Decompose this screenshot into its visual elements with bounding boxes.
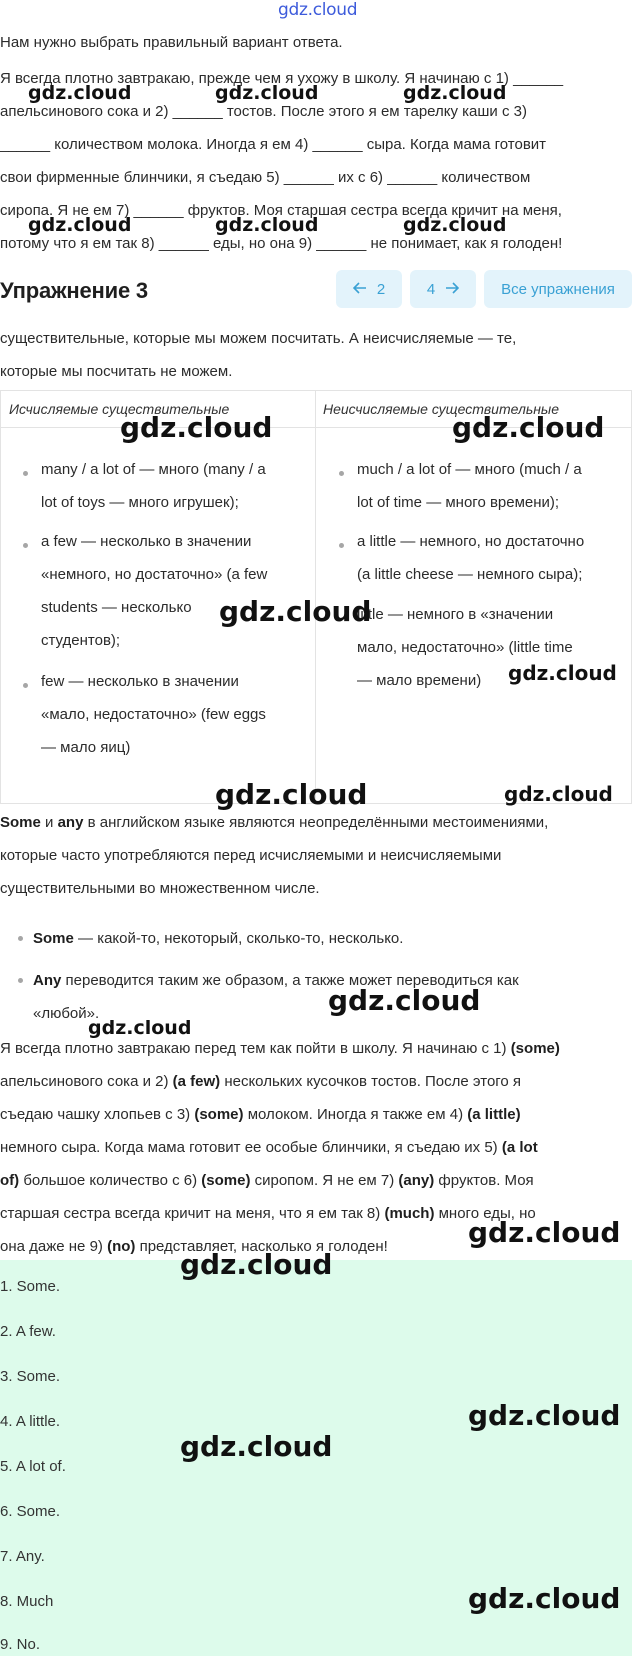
watermark: gdz.cloud <box>219 595 372 628</box>
watermark: gdz.cloud <box>504 782 613 806</box>
any-definition: Any переводится таким же образом, а также может переводиться как <box>33 972 519 989</box>
arrow-left-icon <box>353 281 367 298</box>
col1-item-line: — мало яиц) <box>41 739 131 756</box>
explanation-line: которые часто употребляются перед исчисляемыми и неисчисляемыми <box>0 847 502 864</box>
col1-item-line: few — несколько в значении <box>41 673 239 690</box>
watermark: gdz.cloud <box>468 1399 621 1432</box>
some-definition: Some — какой-то, некоторый, сколько-то, несколько. <box>33 930 404 947</box>
col1-item-line: lot of toys — много игрушек); <box>41 494 239 511</box>
arrow-right-icon <box>445 281 459 298</box>
any-definition-cont: «любой». <box>33 1005 100 1022</box>
col1-item-line: students — несколько <box>41 599 192 616</box>
answer-item: 6. Some. <box>0 1503 61 1520</box>
col1-item-line: студентов); <box>41 632 121 649</box>
task-line: апельсинового сока и 2) ______ тостов. После этого я ем тарелку каши с 3) <box>0 103 527 120</box>
task-line: свои фирменные блинчики, я съедаю 5) ______ их с 6) ______ количеством <box>0 169 531 186</box>
watermark: gdz.cloud <box>180 1430 333 1463</box>
col1-header: Исчисляемые существительные <box>9 401 230 417</box>
prev-exercise-button[interactable] <box>336 270 402 308</box>
watermark: gdz.cloud <box>508 661 617 685</box>
translation-line: съедаю чашку хлопьев с 3) (some) молоком. Иногда я также ем 4) (a little) <box>0 1106 521 1123</box>
answer-item: 9. No. <box>0 1636 41 1653</box>
watermark: gdz.cloud <box>215 778 368 811</box>
col2-item-line: little — немного в «значении <box>357 606 554 623</box>
watermark: gdz.cloud <box>88 1017 192 1039</box>
explanation-line: существительными во множественном числе. <box>0 880 320 897</box>
exercise-header <box>0 270 632 314</box>
explanation-line: Some и any в английском языке являются неопределёнными местоимениями, <box>0 814 549 831</box>
col2-item-line: much / a lot of — много (much / a <box>357 461 582 478</box>
bullet-dot <box>339 543 344 548</box>
col1-item-line: a few — несколько в значении <box>41 533 252 550</box>
watermark: gdz.cloud <box>28 214 132 236</box>
answer-item: 5. A lot of. <box>0 1458 66 1475</box>
watermark: gdz.cloud <box>403 214 507 236</box>
translation-line: Я всегда плотно завтракаю перед тем как пойти в школу. Я начинаю с 1) (some) <box>0 1040 560 1057</box>
col2-item-line: lot of time — много времени); <box>357 494 560 511</box>
translation-line: апельсинового сока и 2) (a few) нескольких кусочков тостов. После этого я <box>0 1073 522 1090</box>
bullet-dot <box>18 978 23 983</box>
intro-line: которые мы посчитать не можем. <box>0 363 233 380</box>
translation-line: немного сыра. Когда мама готовит ее особые блинчики, я съедаю их 5) (a lot <box>0 1139 538 1156</box>
task-line: ______ количеством молока. Иногда я ем 4) ______ сыра. Когда мама готовит <box>0 136 547 153</box>
col2-header: Неисчисляемые существительные <box>323 401 560 417</box>
watermark: gdz.cloud <box>120 411 273 444</box>
watermark: gdz.cloud <box>215 214 319 236</box>
site-logo[interactable]: gdz.cloud <box>278 0 358 20</box>
watermark: gdz.cloud <box>403 82 507 104</box>
answer-item: 8. Much <box>0 1593 54 1610</box>
col1-item-line: «мало, недостаточно» (few eggs <box>41 706 266 723</box>
bullet-dot <box>23 471 28 476</box>
exercise-title: Упражнение 3 <box>0 278 148 303</box>
watermark: gdz.cloud <box>468 1216 621 1249</box>
answer-item: 3. Some. <box>0 1368 61 1385</box>
bullet-dot <box>18 936 23 941</box>
task-line: потому что я ем так 8) ______ еды, но она 9) ______ не понимает, как я голоден! <box>0 235 563 252</box>
watermark: gdz.cloud <box>180 1248 333 1281</box>
translation-line: она даже не 9) (no) представляет, насколько я голоден! <box>0 1238 388 1255</box>
watermark: gdz.cloud <box>468 1582 621 1615</box>
translation-line: of) большое количество с 6) (some) сиропом. Я не ем 7) (any) фруктов. Моя <box>0 1172 534 1189</box>
watermark: gdz.cloud <box>452 411 605 444</box>
answer-item: 7. Any. <box>0 1548 45 1565</box>
watermark: gdz.cloud <box>28 82 132 104</box>
col1-item-line: many / a lot of — много (many / a <box>41 461 266 478</box>
prev-exercise-label: 2 <box>376 280 386 298</box>
bullet-dot <box>23 683 28 688</box>
next-exercise-button[interactable] <box>410 270 476 308</box>
next-exercise-label: 4 <box>426 280 436 298</box>
answer-item: 2. A few. <box>0 1323 56 1340</box>
watermark: gdz.cloud <box>328 984 481 1017</box>
watermark: gdz.cloud <box>215 82 319 104</box>
intro-line: существительные, которые мы можем посчитать. А неисчисляемые — те, <box>0 330 517 347</box>
col2-item-line: мало, недостаточно» (little time <box>357 639 573 656</box>
translation-line: старшая сестра всегда кричит на меня, что я ем так 8) (much) много еды, но <box>0 1205 536 1222</box>
col2-item-line: — мало времени) <box>357 672 482 689</box>
bullet-dot <box>339 471 344 476</box>
col2-item-line: a little — немного, но достаточно <box>357 533 585 550</box>
col1-item-line: «немного, но достаточно» (a few <box>41 566 268 583</box>
task-line: Я всегда плотно завтракаю, прежде чем я ухожу в школу. Я начинаю с 1) ______ <box>0 70 564 87</box>
col2-item-line: (a little cheese — немного сыра); <box>357 566 583 583</box>
answer-item: 1. Some. <box>0 1278 61 1295</box>
task-line: сиропа. Я не ем 7) ______ фруктов. Моя старшая сестра всегда кричит на меня, <box>0 202 562 219</box>
bullet-dot <box>23 543 28 548</box>
all-exercises-button[interactable]: Все упражнения <box>484 270 632 308</box>
answer-item: 4. A little. <box>0 1413 61 1430</box>
task-instruction: Нам нужно выбрать правильный вариант ответа. <box>0 34 343 51</box>
